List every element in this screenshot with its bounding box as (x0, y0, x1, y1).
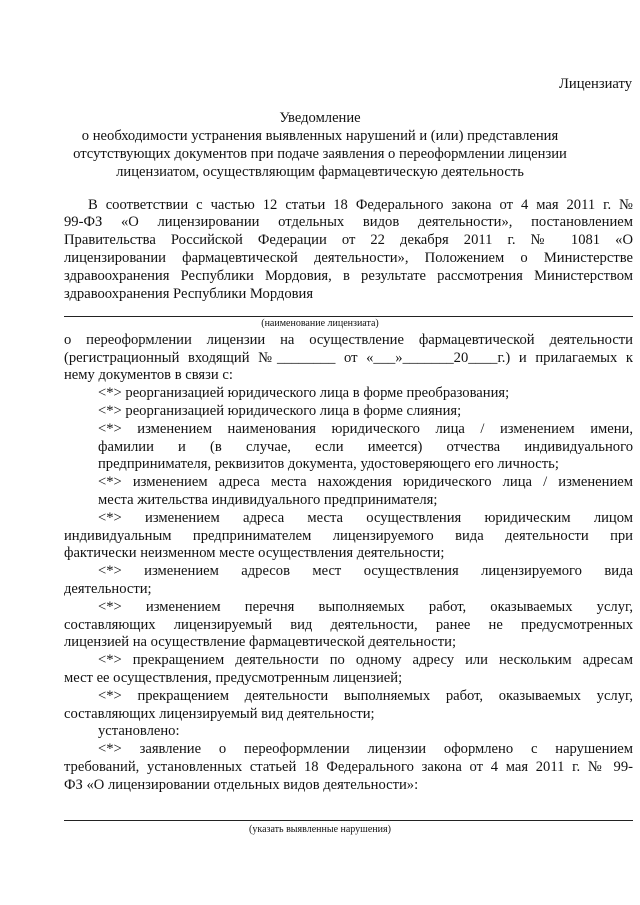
list-item-continued: ФЗ «О лицензировании отдельных видов деятельности»: (64, 777, 419, 793)
list-item: <*> реорганизацией юридического лица в форме преобразования; (98, 385, 510, 401)
list-item-continued: мест ее осуществления, предусмотренным лицензией; (64, 670, 403, 686)
intro-line: 99-ФЗ «О лицензировании отдельных видов деятельности», постановлением (64, 214, 633, 230)
intro-line: здравоохранения Республики Мордовия (64, 286, 314, 302)
list-item: <*> прекращением деятельности по одному адресу или нескольким адресам (98, 652, 633, 668)
list-item-continued: фамилии и (в случае, если имеется) отчества индивидуального (98, 439, 633, 455)
list-item: <*> изменением адресов мест осуществления лицензируемого вида (98, 563, 633, 579)
violations-caption: (указать выявленные нарушения) (249, 824, 391, 835)
list-item: <*> заявление о переоформлении лицензии оформлено с нарушением (98, 741, 633, 757)
body-line: о переоформлении лицензии на осуществление фармацевтической деятельности (64, 332, 633, 348)
intro-line: лицензировании фармацевтической деятельности», Положением о Министерстве (64, 250, 633, 266)
list-item-continued: требований, установленных статьей 18 Федерального закона от 4 мая 2011 г. № 99- (64, 759, 633, 775)
subtitle-line: лицензиатом, осуществляющим фармацевтическую деятельность (116, 164, 524, 180)
list-item-continued: лицензией на осуществление фармацевтической деятельности; (64, 634, 457, 650)
established-label: установлено: (98, 723, 180, 739)
list-item-continued: предпринимателя, реквизитов документа, удостоверяющего его личность; (98, 456, 559, 472)
violations-line (64, 820, 633, 821)
intro-line: В соответствии с частью 12 статьи 18 Федерального закона от 4 мая 2011 г. № (88, 197, 633, 213)
list-item-continued: деятельности; (64, 581, 152, 597)
intro-line: здравоохранения Республики Мордовия, в результате рассмотрения Министерством (64, 268, 633, 284)
intro-line: Правительства Российской Федерации от 22 декабря 2011 г. № 1081 «О (64, 232, 633, 248)
addressee: Лицензиату (559, 76, 632, 92)
body-line: нему документов в связи с: (64, 367, 233, 383)
licensee-name-line (64, 316, 633, 317)
list-item: <*> изменением перечня выполняемых работ, оказываемых услуг, (98, 599, 633, 615)
list-item-continued: составляющих лицензируемый вид деятельности, ранее не предусмотренных (64, 617, 633, 633)
subtitle-line: о необходимости устранения выявленных нарушений и (или) представления (81, 128, 559, 144)
document-title: Уведомление (279, 110, 361, 126)
licensee-caption: (наименование лицензиата) (261, 318, 379, 329)
list-item-continued: фактически неизменном месте осуществления деятельности; (64, 545, 445, 561)
list-item: <*> реорганизацией юридического лица в форме слияния; (98, 403, 462, 419)
list-item-continued: места жительства индивидуального предпринимателя; (98, 492, 438, 508)
subtitle-line: отсутствующих документов при подаче заявления о переоформлении лицензии (73, 146, 567, 162)
list-item: <*> изменением адреса места нахождения юридического лица / изменением (98, 474, 633, 490)
body-line: (регистрационный входящий №________ от «___»_______20____г.) и прилагаемых к (64, 350, 633, 366)
list-item: <*> прекращением деятельности выполняемых работ, оказываемых услуг, (98, 688, 633, 704)
list-item-continued: индивидуальным предпринимателем лицензируемого вида деятельности при (64, 528, 633, 544)
list-item: <*> изменением наименования юридического лица / изменением имени, (98, 421, 633, 437)
list-item: <*> изменением адреса места осуществления юридическим лицом (98, 510, 633, 526)
list-item-continued: составляющих лицензируемый вид деятельности; (64, 706, 375, 722)
